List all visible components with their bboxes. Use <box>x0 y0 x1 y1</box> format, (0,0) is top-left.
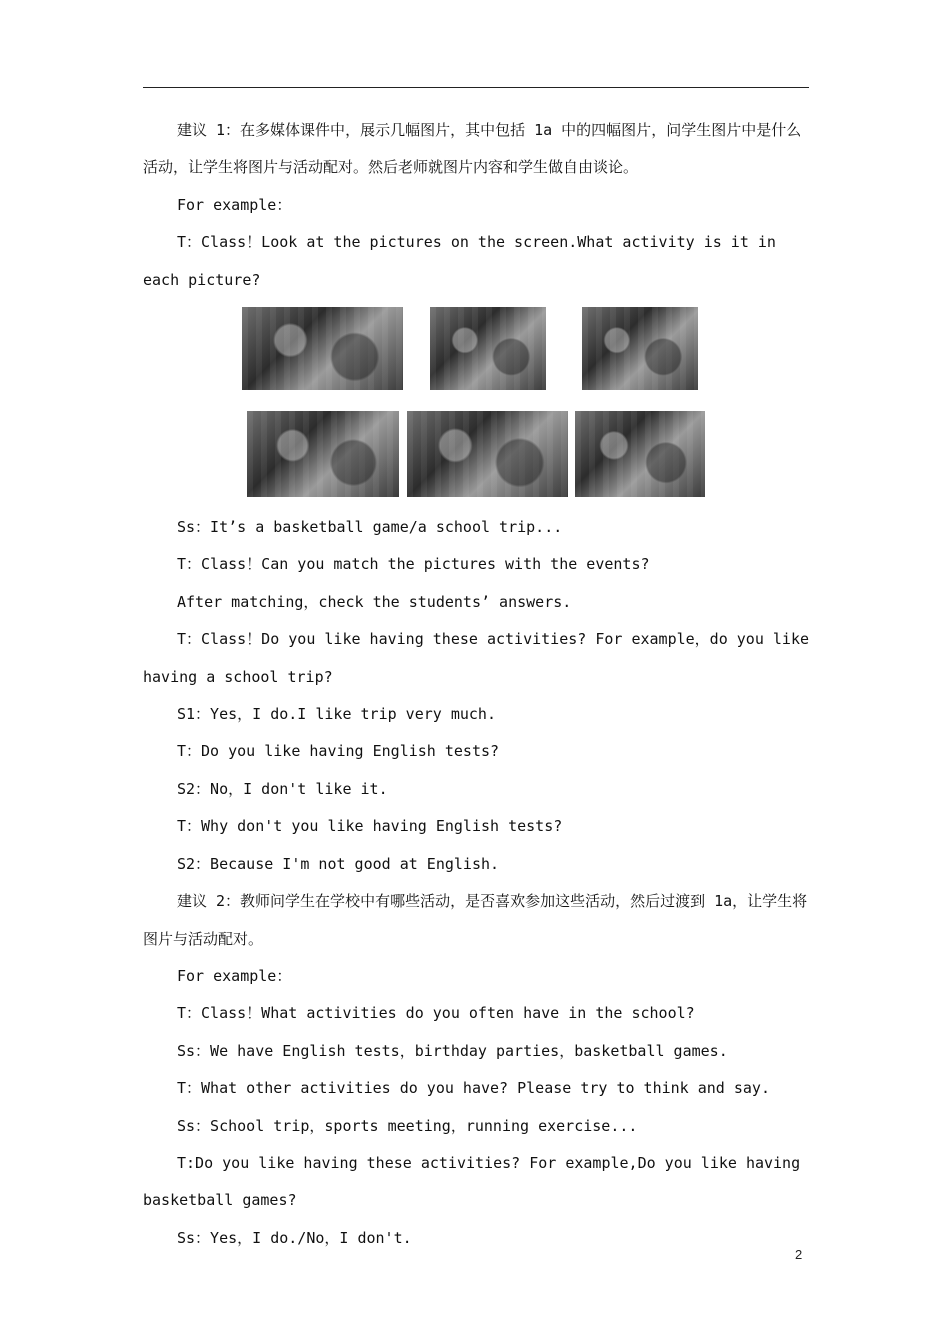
dialogue-line: T：Class！Can you match the pictures with the events? <box>177 555 650 574</box>
dialogue-line: Ss：School trip，sports meeting，running exercise... <box>177 1116 638 1135</box>
group-cheer-photo <box>582 307 698 390</box>
dialogue-line: Ss：We have English tests，birthday parties，basketball games. <box>177 1041 728 1060</box>
dialogue-line: S2：Because I'm not good at English. <box>177 854 500 873</box>
dialogue-line: T:Do you like having these activities? For example,Do you like having basketball games? <box>143 1153 801 1210</box>
dialogue-line: T：Class！Look at the pictures on the screen.What activity is it in each picture? <box>143 233 776 289</box>
activity-photos <box>143 303 809 501</box>
dialogue-line: Ss：Yes，I do./No，I don't. <box>177 1228 412 1247</box>
sports-meeting-photo <box>407 411 568 497</box>
dialogue-line: Ss：It’s a basketball game/a school trip... <box>177 518 563 537</box>
suggestion-1-paragraph: 建议 1：在多媒体课件中，展示几幅图片，其中包括 1a 中的四幅图片，问学生图片中是什么活动，让学生将图片与活动配对。然后老师就图片内容和学生做自由谈论。 <box>143 121 802 177</box>
document-body <box>143 112 809 1257</box>
instruction-line: After matching，check the students’ answers. <box>177 592 572 611</box>
running-exercise-photo <box>575 411 705 497</box>
header-rule <box>143 87 809 88</box>
dialogue-line: T：Do you like having English tests? <box>177 742 500 761</box>
dialogue-line: T：Class！What activities do you often have in the school? <box>177 1004 695 1023</box>
dialogue-line: T：What other activities do you have? Please try to think and say. <box>177 1079 770 1098</box>
dialogue-line: T：Class！Do you like having these activities? For example，do you like having a school trip? <box>143 630 809 686</box>
classroom-test-photo <box>242 307 403 390</box>
page-number: 2 <box>795 1247 803 1262</box>
for-example-label: For example： <box>177 966 292 985</box>
birthday-party-photo <box>430 307 546 390</box>
suggestion-2-paragraph: 建议 2：教师问学生在学校中有哪些活动，是否喜欢参加这些活动，然后过渡到 1a，让学生将图片与活动配对。 <box>143 892 808 948</box>
dialogue-line: T：Why don't you like having English tests? <box>177 817 563 836</box>
dialogue-line: S2：No，I don't like it. <box>177 779 388 798</box>
basketball-game-photo <box>247 411 399 497</box>
dialogue-line: S1：Yes，I do.I like trip very much. <box>177 705 496 724</box>
for-example-label: For example： <box>177 195 292 214</box>
